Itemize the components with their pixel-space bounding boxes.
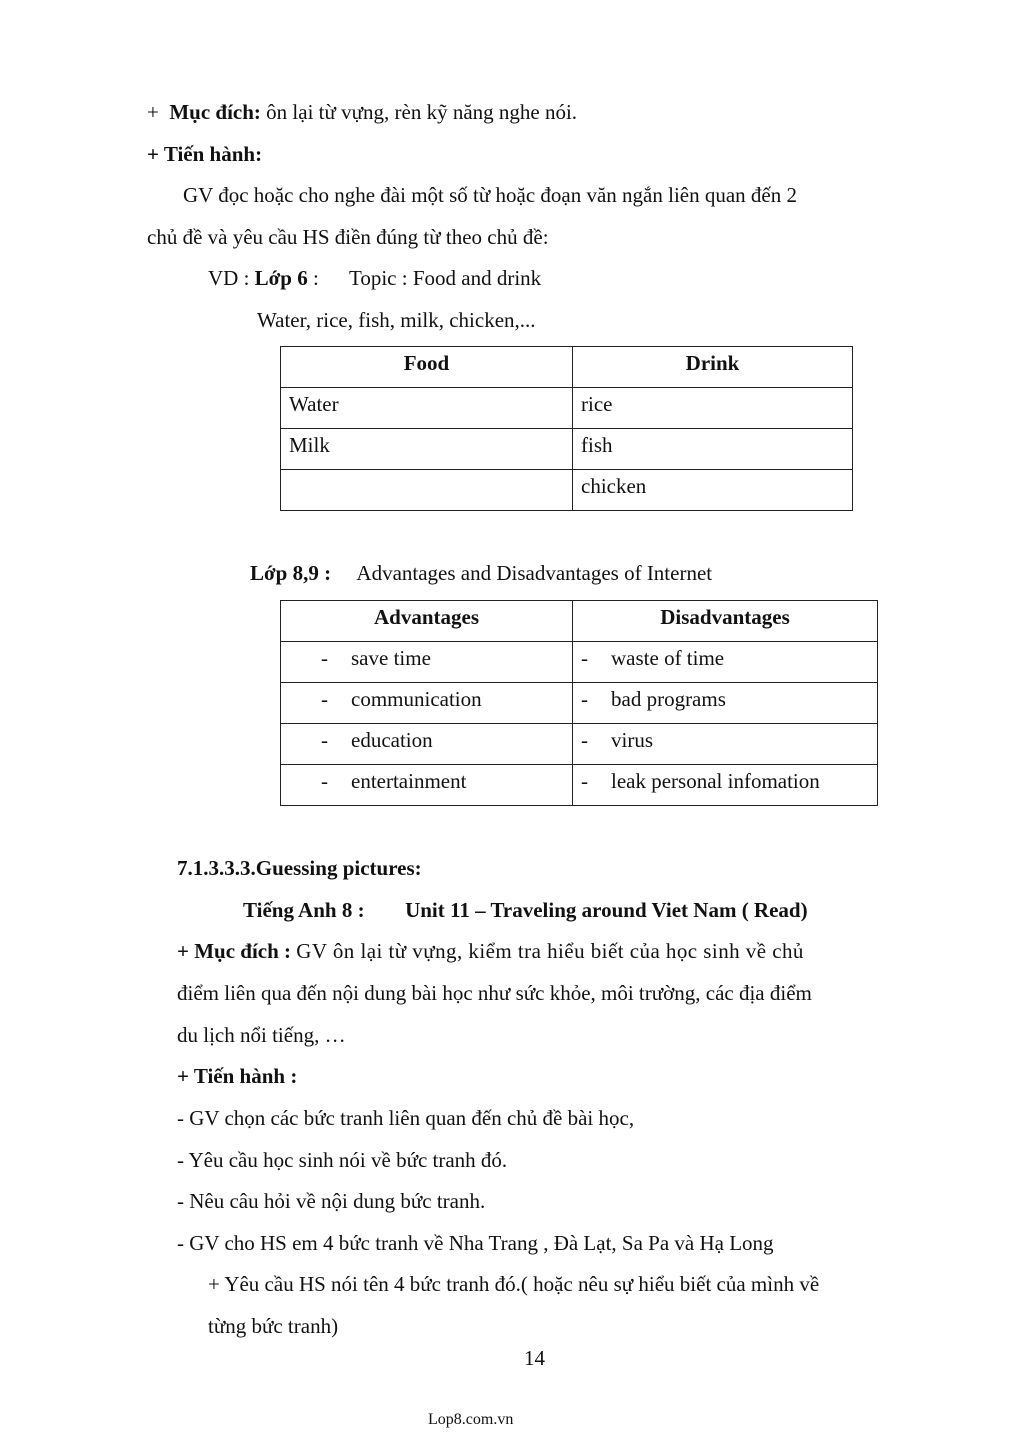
dash-marker: - — [581, 769, 588, 793]
table-row — [281, 724, 878, 765]
step-item: - GV chọn các bức tranh liên quan đến chủ đề bài học, — [177, 1106, 635, 1130]
cell-text: save time — [351, 646, 431, 670]
grade-topic-line — [250, 563, 712, 584]
example-topic: Topic : Food and drink — [348, 266, 542, 290]
table-header-row — [281, 601, 878, 642]
page-number: 14 — [524, 1346, 545, 1370]
dash-marker: - — [321, 687, 328, 711]
table-row — [281, 470, 853, 511]
table-row — [281, 765, 878, 806]
table-header-row — [281, 347, 853, 388]
table-cell: fish — [573, 429, 853, 470]
purpose-line-1 — [177, 941, 804, 962]
lesson-subheading — [243, 900, 808, 921]
dash-marker: - — [321, 646, 328, 670]
table-row — [281, 642, 878, 683]
footer-site: Lop8.com.vn — [428, 1411, 514, 1428]
table-row — [281, 683, 878, 724]
table-row — [281, 388, 853, 429]
step-item: - GV cho HS em 4 bức tranh về Nha Trang , Đà Lạt, Sa Pa và Hạ Long — [177, 1231, 774, 1255]
procedure-line-2: chủ đề và yêu cầu HS điền đúng từ theo chủ đề: — [147, 225, 549, 249]
dash-marker: - — [321, 769, 328, 793]
table-cell — [281, 724, 573, 765]
step-item: - Yêu cầu học sinh nói về bức tranh đó. — [177, 1148, 508, 1172]
table-cell: Water — [281, 388, 573, 429]
table-cell — [281, 765, 573, 806]
section-heading — [177, 858, 422, 879]
table-cell — [573, 642, 878, 683]
dash-marker: - — [581, 646, 588, 670]
table-cell — [281, 470, 573, 511]
bullet-plus: + — [147, 100, 159, 124]
example-colon: : — [313, 266, 319, 290]
food-drink-table — [280, 346, 853, 511]
dash-marker: - — [581, 687, 588, 711]
subheading-right: Unit 11 – Traveling around Viet Nam ( Read) — [405, 898, 808, 922]
table-row — [281, 429, 853, 470]
sub-step-line-2: từng bức tranh) — [208, 1314, 339, 1338]
dash-marker: - — [581, 728, 588, 752]
table-header-cell: Disadvantages — [573, 601, 878, 642]
cell-text: communication — [351, 687, 482, 711]
table-header-cell: Food — [281, 347, 573, 388]
procedure-label-2 — [177, 1066, 297, 1087]
purpose-line-3: du lịch nổi tiếng, … — [177, 1023, 346, 1047]
procedure-label-text: + Tiến hành: — [147, 142, 263, 166]
advantages-table — [280, 600, 878, 806]
table-cell — [573, 724, 878, 765]
purpose-line-2: điểm liên qua đến nội dung bài học như sức khỏe, môi trường, các địa điểm — [177, 981, 812, 1005]
cell-text: entertainment — [351, 769, 467, 793]
step-item: - Nêu câu hỏi về nội dung bức tranh. — [177, 1189, 486, 1213]
grade-label: Lớp 8,9 : — [250, 561, 332, 585]
example-grade: Lớp 6 — [254, 266, 308, 290]
procedure-label — [147, 144, 262, 165]
cell-text: leak personal infomation — [611, 769, 820, 793]
purpose-text-2: GV ôn lại từ vựng, kiểm tra hiểu biết của học sinh về chủ — [296, 939, 804, 963]
dash-marker: - — [321, 728, 328, 752]
cell-text: bad programs — [611, 687, 726, 711]
table-cell — [281, 642, 573, 683]
table-cell: chicken — [573, 470, 853, 511]
purpose-text: ôn lại từ vựng, rèn kỹ năng nghe nói. — [266, 100, 578, 124]
example-line — [208, 268, 541, 289]
cell-text: education — [351, 728, 433, 752]
table-cell — [281, 683, 573, 724]
table-cell: rice — [573, 388, 853, 429]
sub-step-line-1: + Yêu cầu HS nói tên 4 bức tranh đó.( hoặc nêu sự hiểu biết của mình về — [208, 1272, 820, 1296]
table-cell — [573, 765, 878, 806]
purpose-label-2: + Mục đích : — [177, 939, 292, 963]
table-cell: Milk — [281, 429, 573, 470]
table-header-cell: Drink — [573, 347, 853, 388]
procedure-label-2-text: + Tiến hành : — [177, 1064, 298, 1088]
purpose-line — [147, 102, 577, 123]
purpose-label: Mục đích: — [169, 100, 261, 124]
example-prefix: VD : — [208, 266, 250, 290]
cell-text: virus — [611, 728, 653, 752]
subheading-left: Tiếng Anh 8 : — [243, 898, 365, 922]
internet-topic: Advantages and Disadvantages of Internet — [356, 561, 713, 585]
table-cell — [573, 683, 878, 724]
cell-text: waste of time — [611, 646, 725, 670]
procedure-line-1: GV đọc hoặc cho nghe đài một số từ hoặc đoạn văn ngắn liên quan đến 2 — [183, 183, 798, 207]
section-heading-text: 7.1.3.3.3.Guessing pictures: — [177, 856, 422, 880]
word-list: Water, rice, fish, milk, chicken,... — [257, 308, 536, 332]
table-header-cell: Advantages — [281, 601, 573, 642]
